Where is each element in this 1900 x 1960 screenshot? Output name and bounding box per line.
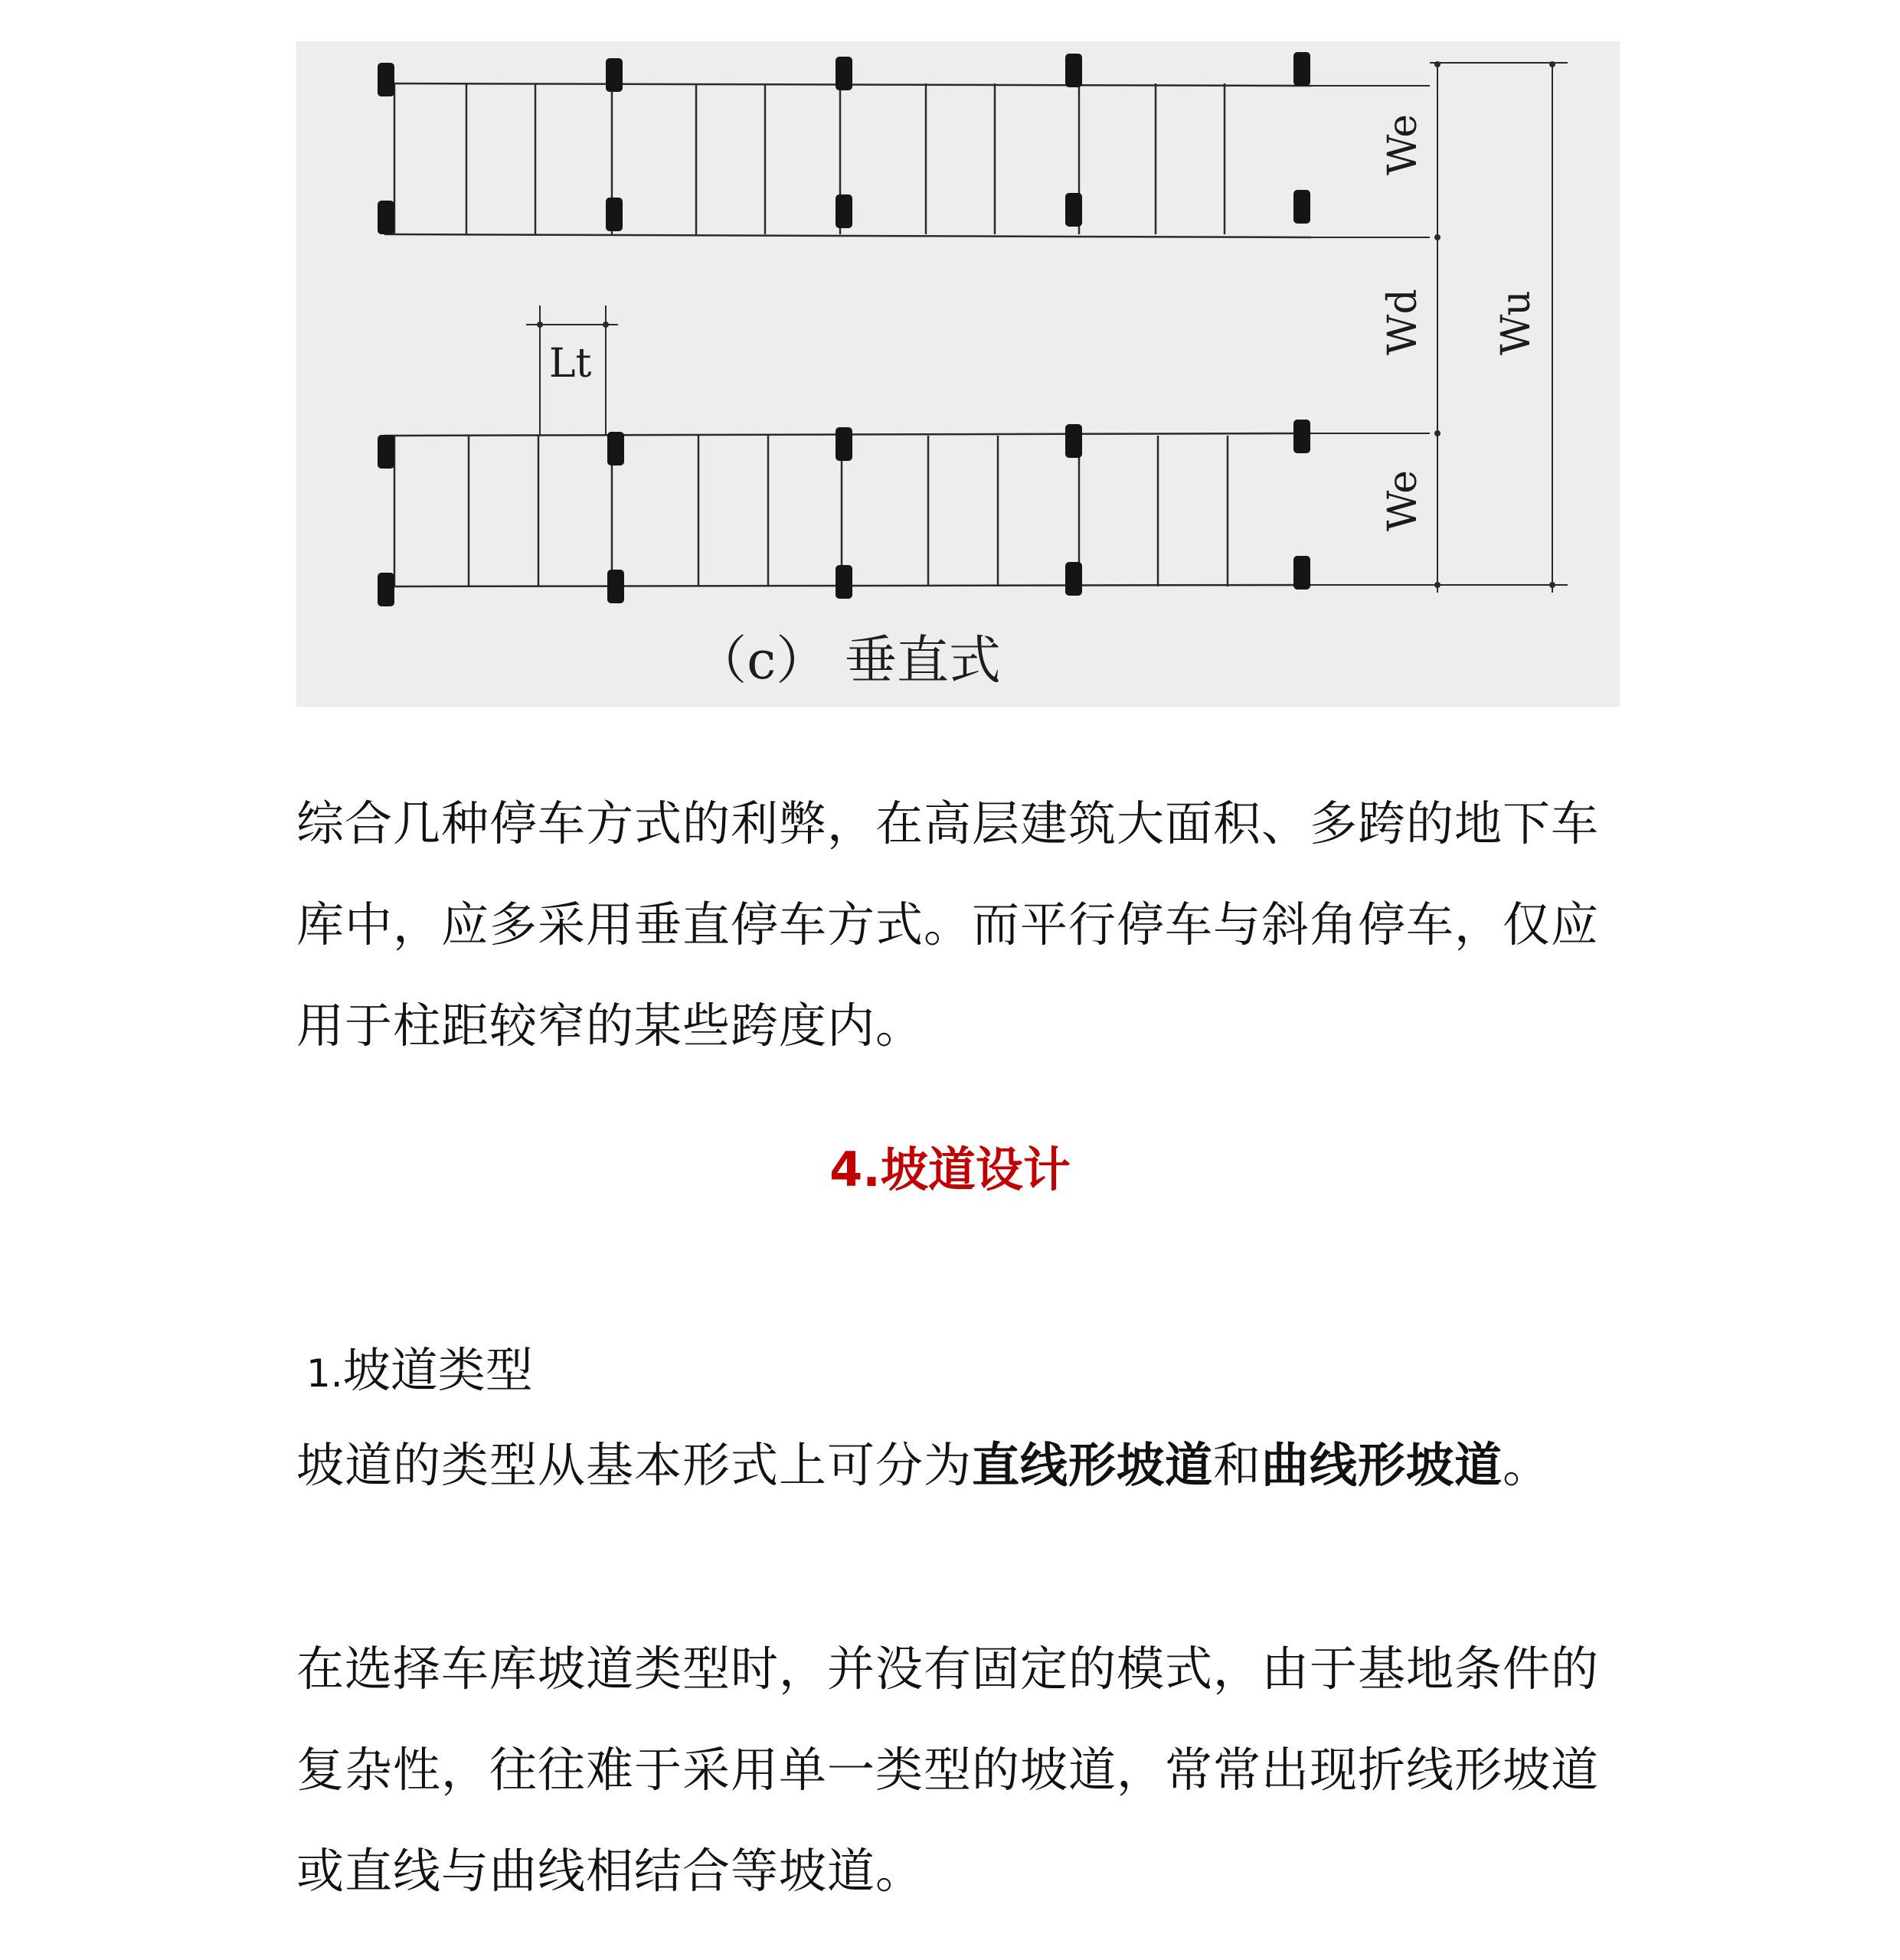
label-wd: Wd	[1380, 289, 1426, 355]
top-row-lower-line	[384, 234, 1311, 237]
parking-layout-figure	[296, 41, 1620, 707]
column-marker	[606, 198, 623, 231]
paragraph-ramp-types	[296, 1415, 1614, 1516]
column-marker	[607, 432, 624, 466]
label-we-bottom: We	[1380, 470, 1426, 531]
ramp-type-curved: 曲线形坡道	[1261, 1437, 1503, 1493]
column-marker	[378, 63, 394, 96]
label-we-top: We	[1380, 114, 1426, 175]
vertical-parking-diagram	[296, 41, 1620, 707]
column-marker	[1065, 54, 1082, 87]
paragraph-ramp-selection: 在选择车库坡道类型时，并没有固定的模式，由于基地条件的复杂性，往往难于采用单一类型的坡道，常常出现折线形坡道或直线与曲线相结合等坡道。	[296, 1641, 1600, 1899]
ramp-type-straight: 直线形坡道	[972, 1437, 1214, 1493]
column-marker	[1065, 424, 1082, 458]
paragraph-parking-summary: 综合几种停车方式的利弊，在高层建筑大面积、多跨的地下车库中，应多采用垂直停车方式。而平行停车与斜角停车，仅应用于柱距较窄的某些跨度内。	[296, 795, 1600, 1054]
column-marker	[1293, 556, 1310, 590]
ramp-types-text-2: 和	[1213, 1437, 1262, 1493]
column-marker	[836, 427, 852, 461]
dim-tick	[1434, 61, 1441, 67]
ramp-types-text-1: 坡道的类型从基本形式上可分为	[296, 1437, 973, 1493]
column-marker	[836, 565, 852, 599]
figure-caption: （c） 垂直式	[695, 631, 1001, 691]
column-marker	[1065, 562, 1082, 596]
column-marker	[378, 435, 394, 469]
column-marker	[1065, 193, 1082, 227]
column-marker	[1293, 190, 1310, 224]
column-marker	[378, 573, 394, 606]
label-wu: Wu	[1493, 290, 1539, 355]
dim-tick	[1434, 582, 1441, 588]
column-marker	[378, 201, 394, 234]
column-marker	[1293, 52, 1310, 86]
dim-tick	[1549, 582, 1555, 588]
structural-columns	[378, 52, 1310, 606]
dim-tick	[1549, 61, 1555, 67]
section-heading: 4.坡道设计	[829, 1142, 1071, 1197]
column-marker	[607, 570, 624, 603]
subheading-text: 坡道类型	[342, 1342, 533, 1398]
column-marker	[836, 194, 852, 228]
dim-tick	[1434, 430, 1441, 436]
column-marker	[606, 58, 623, 92]
dim-tick	[603, 322, 609, 328]
column-marker	[1293, 420, 1310, 453]
label-lt: Lt	[549, 341, 592, 387]
column-marker	[836, 57, 852, 90]
dim-tick	[1434, 234, 1441, 240]
ramp-types-text-3: 。	[1503, 1437, 1552, 1493]
dim-tick	[537, 322, 543, 328]
subheading-number: 1.	[306, 1351, 343, 1396]
subheading	[306, 1332, 533, 1400]
